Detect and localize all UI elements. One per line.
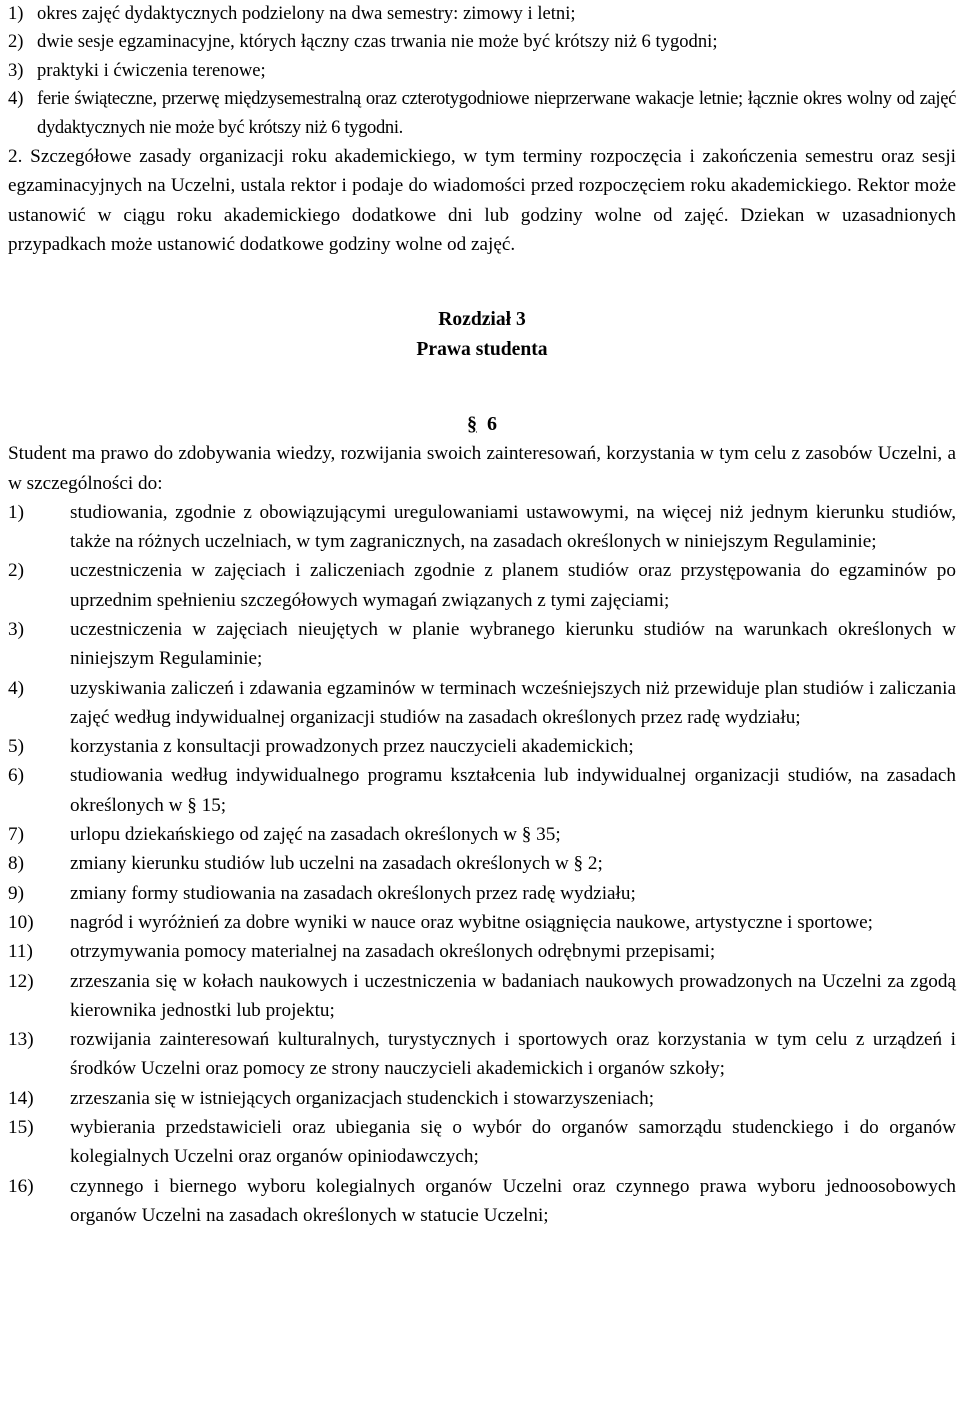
section-number <box>8 409 956 439</box>
list-item-number: 14) <box>8 1087 34 1109</box>
list-item <box>8 732 956 761</box>
list-item-number: 3) <box>8 619 24 640</box>
list-item <box>8 820 956 849</box>
list-item <box>8 0 956 28</box>
chapter-heading <box>8 305 956 365</box>
list-item-text: czynnego i biernego wyboru kolegialnych organów Uczelni oraz czynnego prawa wyboru jednoosobowych organów Uczelni na zasadach określonych w statucie Uczelni; <box>70 1175 956 1226</box>
list-item-number: 6) <box>8 765 24 787</box>
list-item-text: ferie świąteczne, przerwę międzysemestralną oraz czterotygodniowe nieprzerwane wakacje letnie; łącznie okres wolny od zajęć dydaktycznych nie może być krótszy niż 6 tygodni. <box>37 88 956 138</box>
list-item <box>8 908 956 937</box>
list-item-text: dwie sesje egzaminacyjne, których łączny czas trwania nie może być krótszy niż 6 tygodni; <box>37 31 718 53</box>
list-item <box>8 1084 956 1113</box>
list-item <box>8 85 956 142</box>
list-item <box>8 28 956 56</box>
list-item <box>8 1113 956 1172</box>
list-item-number: 5) <box>8 736 24 758</box>
list-item <box>8 615 956 674</box>
list-item-text: uczestniczenia w zajęciach nieujętych w planie wybranego kierunku studiów na warunkach określonych w niniejszym Regulaminie; <box>70 619 956 670</box>
list-item <box>8 1172 956 1231</box>
list-item <box>8 556 956 615</box>
intro-paragraph: Student ma prawo do zdobywania wiedzy, rozwijania swoich zainteresowań, korzystania w tym celu z zasobów Uczelni, a w szczególności do: <box>8 443 956 494</box>
section-number-value: 6 <box>487 413 497 436</box>
list-item-number: 2) <box>8 31 24 53</box>
list-item-number: 11) <box>8 941 33 963</box>
list-item-number: 13) <box>8 1029 34 1051</box>
list-item-text: urlopu dziekańskiego od zajęć na zasadach określonych w § 35; <box>70 824 561 846</box>
paragraph-2: 2. Szczegółowe zasady organizacji roku akademickiego, w tym terminy rozpoczęcia i zakończenia semestru oraz sesji egzaminacyjnych na Uczelni, ustala rektor i podaje do wiadomości przed rozpoczęciem roku akademickiego. Rektor może ustanowić w ciągu roku akademickiego dodatkowe dni lub godziny wolne od zajęć. Dziekan w uzasadnionych przypadkach może ustanowić dodatkowe godziny wolne od zajęć. <box>8 146 956 255</box>
list-item-number: 8) <box>8 853 24 875</box>
list-item-text: studiowania według indywidualnego programu kształcenia lub indywidualnej organizacji studiów, na zasadach określonych w § 15; <box>70 765 956 816</box>
list-item-number: 1) <box>8 501 24 523</box>
list-item-number: 10) <box>8 911 34 933</box>
list-item-text: rozwijania zainteresowań kulturalnych, turystycznych i sportowych oraz korzystania w tym celu z urządzeń i środków Uczelni oraz pomocy ze strony nauczycieli akademickich i organów szkoły; <box>70 1029 956 1080</box>
list-item-text: zmiany formy studiowania na zasadach określonych przez radę wydziału; <box>70 882 636 904</box>
list-item-text: korzystania z konsultacji prowadzonych przez nauczycieli akademickich; <box>70 736 634 758</box>
list-item <box>8 57 956 85</box>
list-item-text: studiowania, zgodnie z obowiązującymi uregulowaniami ustawowymi, na więcej niż jednym kierunku studiów, także na różnych uczelniach, w tym zagranicznych, na zasadach określonych w niniejszym Regulaminie; <box>70 501 956 553</box>
list-item-number: 12) <box>8 970 34 992</box>
list-item-number: 1) <box>8 3 24 24</box>
list-item-text: uczestniczenia w zajęciach i zaliczeniach zgodnie z planem studiów oraz przystępowania do egzaminów po uprzednim spełnieniu szczegółowych wymagań związanych z tymi zajęciami; <box>70 560 956 611</box>
list-item-text: wybierania przedstawicieli oraz ubiegania się o wybór do organów samorządu studenckiego i do organów kolegialnych Uczelni oraz organów opiniodawczych; <box>70 1117 956 1168</box>
list-item <box>8 967 956 1026</box>
list-item-number: 2) <box>8 560 24 582</box>
list-item-text: otrzymywania pomocy materialnej na zasadach określonych odrębnymi przepisami; <box>70 941 716 963</box>
list-item-number: 7) <box>8 824 24 846</box>
academic-year-list <box>8 0 956 142</box>
list-item <box>8 498 956 557</box>
list-item <box>8 674 956 733</box>
list-item-number: 3) <box>8 59 24 81</box>
list-item <box>8 761 956 820</box>
list-item-number: 4) <box>8 88 24 110</box>
list-item <box>8 879 956 908</box>
list-item <box>8 1025 956 1084</box>
list-item-number: 15) <box>8 1117 34 1139</box>
list-item-number: 9) <box>8 882 24 904</box>
list-item-text: praktyki i ćwiczenia terenowe; <box>37 59 266 81</box>
list-item-text: zrzeszania się w kołach naukowych i uczestniczenia w badaniach naukowych prowadzonych na Uczelni za zgodą kierownika jednostki lub projektu; <box>70 970 956 1021</box>
list-item-number: 16) <box>8 1175 34 1197</box>
list-item-text: nagród i wyróżnień za dobre wyniki w nauce oraz wybitne osiągnięcia naukowe, artystyczne i sportowe; <box>70 911 873 933</box>
chapter-subtitle: Prawa studenta <box>416 339 548 361</box>
list-item-text: zrzeszania się w istniejących organizacjach studenckich i stowarzyszeniach; <box>70 1087 655 1109</box>
list-item-text: uzyskiwania zaliczeń i zdawania egzaminów w terminach wcześniejszych niż przewiduje plan studiów i zaliczania zajęć według indywidualnej organizacji studiów na zasadach określonych przez radę wydziału; <box>70 677 956 728</box>
student-rights-list <box>8 498 956 1230</box>
list-item <box>8 937 956 966</box>
section-sign-symbol: § <box>467 413 477 436</box>
list-item-text: zmiany kierunku studiów lub uczelni na zasadach określonych w § 2; <box>70 853 603 875</box>
chapter-title: Rozdział 3 <box>438 309 526 331</box>
list-item-text: okres zajęć dydaktycznych podzielony na dwa semestry: zimowy i letni; <box>37 3 576 24</box>
list-item <box>8 849 956 878</box>
list-item-number: 4) <box>8 677 24 699</box>
